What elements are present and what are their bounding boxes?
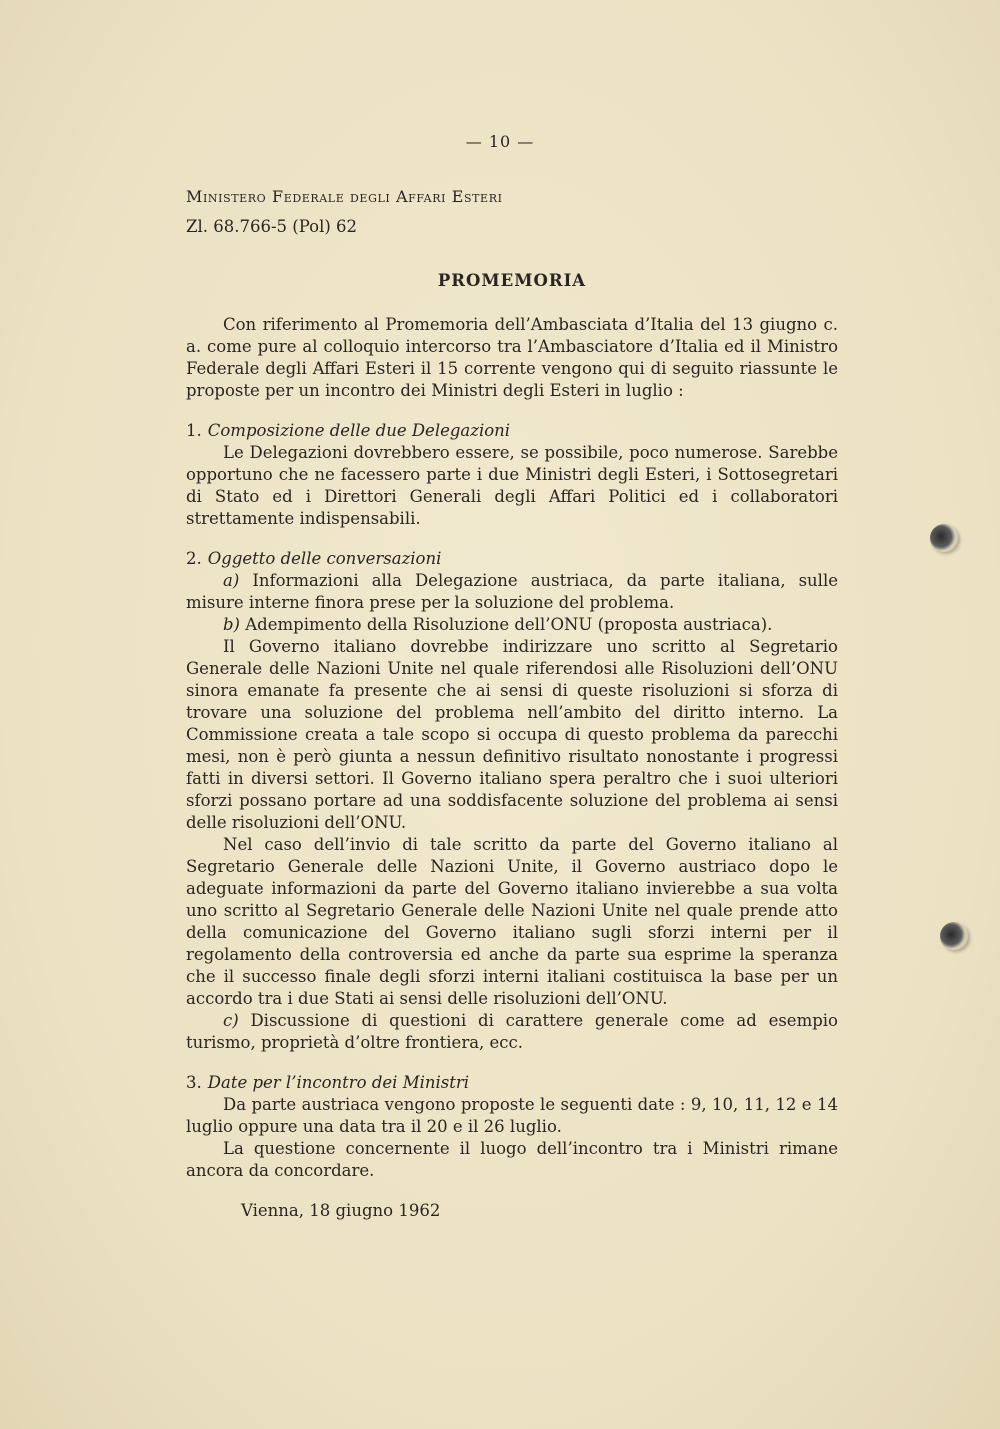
item-b xyxy=(186,614,838,636)
section-2-paragraph-2: Nel caso dell’invio di tale scritto da parte del Governo italiano al Segretario Generale delle Nazioni Unite, il Governo austriaco dopo le adeguate informazioni da parte del Governo italiano invierebbe a sua volta uno scritto al Segretario Generale delle Nazioni Unite nel quale prende atto della comunicazione del Governo italiano sugli sforzi interni per il regolamento della controversia ed anche da parte sua esprime la speranza che il successo finale degli sforzi interni italiani costituisca la base per un accordo tra i due Stati ai sensi delle risoluzioni dell’ONU. xyxy=(186,835,838,1008)
item-text: Discussione di questioni di carattere generale come ad esempio turismo, proprietà d’oltre frontiera, ecc. xyxy=(186,1011,838,1052)
section-heading-3 xyxy=(186,1072,838,1094)
section-3-paragraph-2: La questione concernente il luogo dell’incontro tra i Ministri rimane ancora da concordare. xyxy=(186,1139,838,1180)
section-1-paragraph: Le Delegazioni dovrebbero essere, se possibile, poco numerose. Sarebbe opportuno che ne facessero parte i due Ministri degli Esteri, i Sottosegretari di Stato ed i Direttori Generali degli Affari Politici ed i collaboratori strettamente indispensabili. xyxy=(186,443,838,528)
punch-hole-icon xyxy=(930,524,958,552)
section-title: Composizione delle due Delegazioni xyxy=(207,421,511,440)
page-number: — 10 — xyxy=(465,132,535,151)
item-a xyxy=(186,570,838,614)
ministry-name: Ministero Federale degli Affari Esteri xyxy=(186,187,503,206)
section-number: 3. xyxy=(186,1073,202,1092)
closing-date: Vienna, 18 giugno 1962 xyxy=(241,1201,441,1220)
item-text: Informazioni alla Delegazione austriaca, da parte italiana, sulle misure interne finora prese per la soluzione del problema. xyxy=(186,571,839,612)
section-3-paragraph-1: Da parte austriaca vengono proposte le seguenti date : 9, 10, 11, 12 e 14 luglio oppure una data tra il 20 e il 26 luglio. xyxy=(186,1095,838,1136)
item-text: Adempimento della Risoluzione dell’ONU (proposta austriaca). xyxy=(245,615,773,634)
section-title: Oggetto delle conversazioni xyxy=(207,549,442,568)
section-number: 1. xyxy=(186,421,202,440)
section-title: Date per l’incontro dei Ministri xyxy=(207,1073,470,1092)
document-title: PROMEMORIA xyxy=(437,271,587,290)
document-body xyxy=(186,186,838,1222)
intro-paragraph: Con riferimento al Promemoria dell’Ambasciata d’Italia del 13 giugno c. a. come pure al colloquio intercorso tra l’Ambasciatore d’Italia ed il Ministro Federale degli Affari Esteri il 15 corrente vengono qui di seguito riassunte le proposte per un incontro dei Ministri degli Esteri in luglio : xyxy=(186,315,838,400)
section-heading-1 xyxy=(186,420,838,442)
punch-hole-icon xyxy=(940,922,968,950)
item-c xyxy=(186,1010,838,1054)
section-number: 2. xyxy=(186,549,202,568)
item-letter: b) xyxy=(223,615,240,634)
item-letter: c) xyxy=(223,1011,239,1030)
section-2-paragraph-1: Il Governo italiano dovrebbe indirizzare uno scritto al Segretario Generale delle Nazioni Unite nel quale riferendosi alle Risoluzioni dell’ONU sinora emanate fa presente che ai sensi di queste risoluzioni si sforza di trovare una soluzione del problema nell’ambito del diritto interno. La Commissione creata a tale scopo si occupa di questo problema da parecchi mesi, non è però giunta a nessun definitivo risultato nonostante i progressi fatti in diversi settori. Il Governo italiano spera peraltro che i suoi ulteriori sforzi possano portare ad una soddisfacente soluzione del problema ai sensi delle risoluzioni dell’ONU. xyxy=(186,637,838,832)
section-heading-2 xyxy=(186,548,838,570)
item-letter: a) xyxy=(223,571,240,590)
reference-number: Zl. 68.766-5 (Pol) 62 xyxy=(186,217,358,236)
